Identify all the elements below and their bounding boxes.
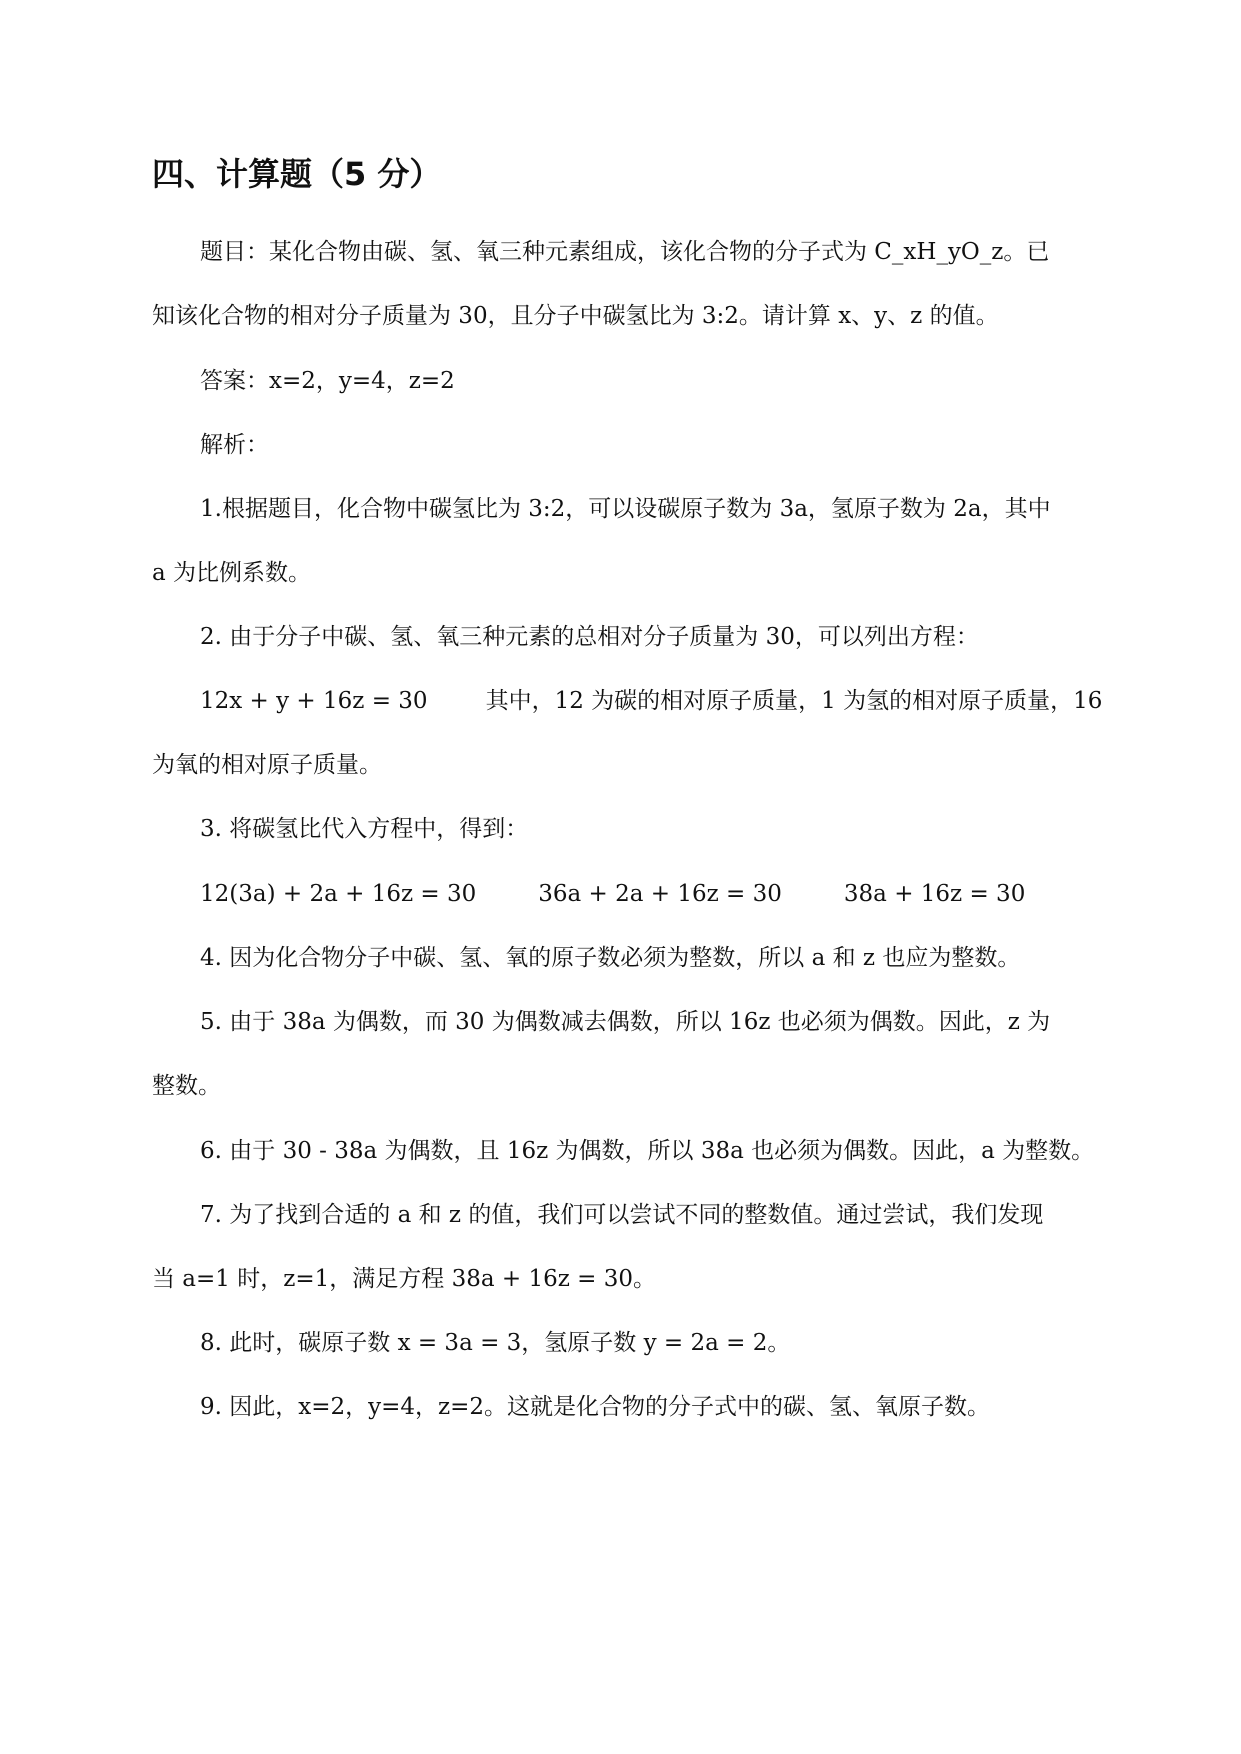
step-2-line-1: 2. 由于分子中碳、氢、氧三种元素的总相对分子质量为 30，可以列出方程：: [200, 624, 979, 650]
step-2-equation-line: [200, 681, 1102, 721]
step-5-line-1: 5. 由于 38a 为偶数，而 30 为偶数减去偶数，所以 16z 也必须为偶数。因此，z 为: [200, 1009, 1051, 1035]
step-5-line-2: 整数。: [152, 1073, 221, 1099]
step-8: 8. 此时，碳原子数 x = 3a = 3，氢原子数 y = 2a = 2。: [200, 1330, 791, 1356]
step-3-line-1: 3. 将碳氢比代入方程中，得到：: [200, 816, 529, 842]
step-4: 4. 因为化合物分子中碳、氢、氧的原子数必须为整数，所以 a 和 z 也应为整数。: [200, 945, 1021, 971]
step-6: 6. 由于 30 - 38a 为偶数，且 16z 为偶数，所以 38a 也必须为偶数。因此，a 为整数。: [200, 1138, 1095, 1164]
step-3-equation-3: 38a + 16z = 30: [843, 881, 1026, 907]
analysis-label: 解析：: [200, 432, 269, 458]
step-2-equation: 12x + y + 16z = 30: [200, 688, 428, 714]
step-7-line-1: 7. 为了找到合适的 a 和 z 的值，我们可以尝试不同的整数值。通过尝试，我们发现: [200, 1202, 1044, 1228]
question-line-2: 知该化合物的相对分子质量为 30，且分子中碳氢比为 3:2。请计算 x、y、z 的值。: [152, 303, 999, 329]
step-3-equation-2: 36a + 2a + 16z = 30: [538, 881, 782, 907]
step-3-equation-1: 12(3a) + 2a + 16z = 30: [200, 881, 477, 907]
answer-line: 答案：x=2，y=4，z=2: [200, 368, 455, 394]
step-1-line-2: a 为比例系数。: [152, 560, 312, 586]
step-7-line-2: 当 a=1 时，z=1，满足方程 38a + 16z = 30。: [152, 1266, 656, 1292]
step-3-equations: [200, 874, 1025, 914]
step-2-equation-note: 其中，12 为碳的相对原子质量，1 为氢的相对原子质量，16: [485, 688, 1103, 714]
step-2-line-3: 为氧的相对原子质量。: [152, 752, 382, 778]
section-title: 四、计算题（5 分）: [152, 155, 442, 193]
step-1-line-1: 1.根据题目，化合物中碳氢比为 3:2，可以设碳原子数为 3a，氢原子数为 2a，其中: [200, 496, 1051, 522]
question-line-1: 题目：某化合物由碳、氢、氧三种元素组成，该化合物的分子式为 C_xH_yO_z。已: [200, 239, 1050, 265]
step-9: 9. 因此，x=2，y=4，z=2。这就是化合物的分子式中的碳、氢、氧原子数。: [200, 1394, 991, 1420]
